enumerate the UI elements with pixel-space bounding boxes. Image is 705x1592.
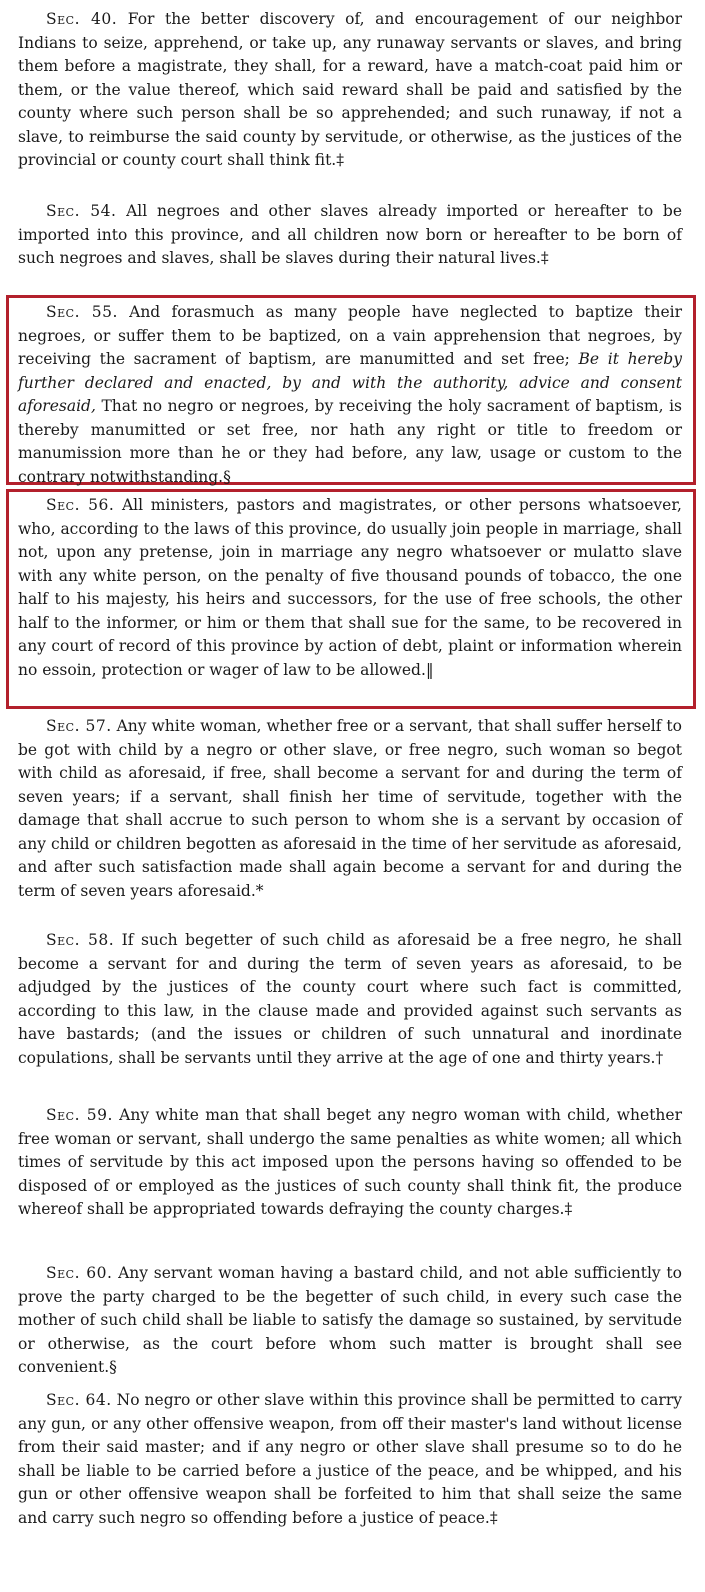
section-40 — [18, 8, 682, 194]
section-text: All ministers, pastors and magistrates, or other persons whatsoever, who, according to the laws of this province, do usually join people in marriage, shall not, upon any pretense, join in marriage any negro whatsoever or mulatto slave with any white person, on the penalty of five thousand pounds of tobacco, the one half to his majesty, his heirs and successors, for the use of free schools, the other half to the informer, or him or them that shall sue for the same, to be recovered in any court of record of this province by action of debt, plaint or information wherein no essoin, protection or wager of law to be allowed.‖ — [18, 496, 682, 679]
section-number: Sec. 57. — [46, 717, 112, 735]
section-italic-clause: Be it hereby further declared and enacted, by and with the authority, advice and consent aforesaid, — [18, 350, 682, 415]
section-64 — [18, 1389, 682, 1575]
section-58 — [18, 929, 682, 1089]
section-60 — [18, 1262, 682, 1374]
section-54 — [18, 200, 682, 292]
section-number: Sec. 59. — [46, 1106, 113, 1124]
section-text: Any servant woman having a bastard child, and not able sufficiently to prove the party charged to be the begetter of such child, in every such case the mother of such child shall be liable to satisfy the damage so sustained, by servitude or otherwise, as the court before whom such matter is brought shall see convenient.§ — [18, 1264, 682, 1376]
section-text: If such begetter of such child as aforesaid be a free negro, he shall become a servant for and during the term of seven years as aforesaid, to be adjudged by the justices of the county court where such fact is committed, according to this law, in the clause made and provided against such servants as have bastards; (and the issues or children of such unnatural and inordinate copulations, shall be servants until they arrive at the age of one and thirty years.† — [18, 931, 682, 1067]
section-text-continued: That no negro or negroes, by receiving the holy sacrament of baptism, is thereby manumitted or set free, nor hath any right or title to freedom or manumission more than he or they had before, any law, usage or custom to the contrary notwithstanding.§ — [18, 397, 682, 486]
section-text: And forasmuch as many people have neglected to baptize their negroes, or suffer them to be baptized, on a vain apprehension that negroes, by receiving the sacrament of baptism, are manumitted and set free; — [18, 303, 682, 368]
section-number: Sec. 54. — [46, 202, 117, 220]
section-text: Any white woman, whether free or a servant, that shall suffer herself to be got with child by a negro or other slave, or free negro, such woman so begot with child as aforesaid, if free, shall become a servant for and during the term of seven years; if a servant, shall finish her time of servitude, together with the damage that shall accrue to such person to whom she is a servant by occasion of any child or children begotten as aforesaid in the time of her servitude as aforesaid, and after such satisfaction made shall again become a servant for and during the term of seven years aforesaid.* — [18, 717, 682, 900]
section-text: For the better discovery of, and encouragement of our neighbor Indians to seize, apprehend, or take up, any runaway servants or slaves, and bring them before a magistrate, they shall, for a reward, have a match-coat paid him or them, or the value thereof, which said reward shall be paid and satisfied by the county where such person shall be so apprehended; and such runaway, if not a slave, to reimburse the said county by servitude, or otherwise, as the justices of the provincial or county court shall think fit.‡ — [18, 10, 682, 169]
section-number: Sec. 56. — [46, 496, 115, 514]
section-text: No negro or other slave within this province shall be permitted to carry any gun, or any other offensive weapon, from off their master's land without license from their said master; and if any negro or other slave shall presume so to do he shall be liable to be carried before a justice of the peace, and be whipped, and his gun or other offensive weapon shall be forfeited to him that shall seize the same and carry such negro so offending before a justice of peace.‡ — [18, 1391, 682, 1527]
section-56 — [18, 494, 682, 702]
section-number: Sec. 55. — [46, 303, 118, 321]
section-number: Sec. 64. — [46, 1391, 112, 1409]
section-57 — [18, 715, 682, 923]
section-text: All negroes and other slaves already imported or hereafter to be imported into this province, and all children now born or hereafter to be born of such negroes and slaves, shall be slaves during their natural lives.‡ — [18, 202, 682, 267]
section-55 — [18, 301, 682, 486]
section-number: Sec. 58. — [46, 931, 115, 949]
section-number: Sec. 60. — [46, 1264, 113, 1282]
section-text: Any white man that shall beget any negro woman with child, whether free woman or servant, shall undergo the same penalties as white women; all which times of servitude by this act imposed upon the persons having so offended to be disposed of or employed as the justices of such county shall think fit, the produce whereof shall be appropriated towards defraying the county charges.‡ — [18, 1106, 682, 1218]
section-59 — [18, 1104, 682, 1264]
section-number: Sec. 40. — [46, 10, 118, 28]
